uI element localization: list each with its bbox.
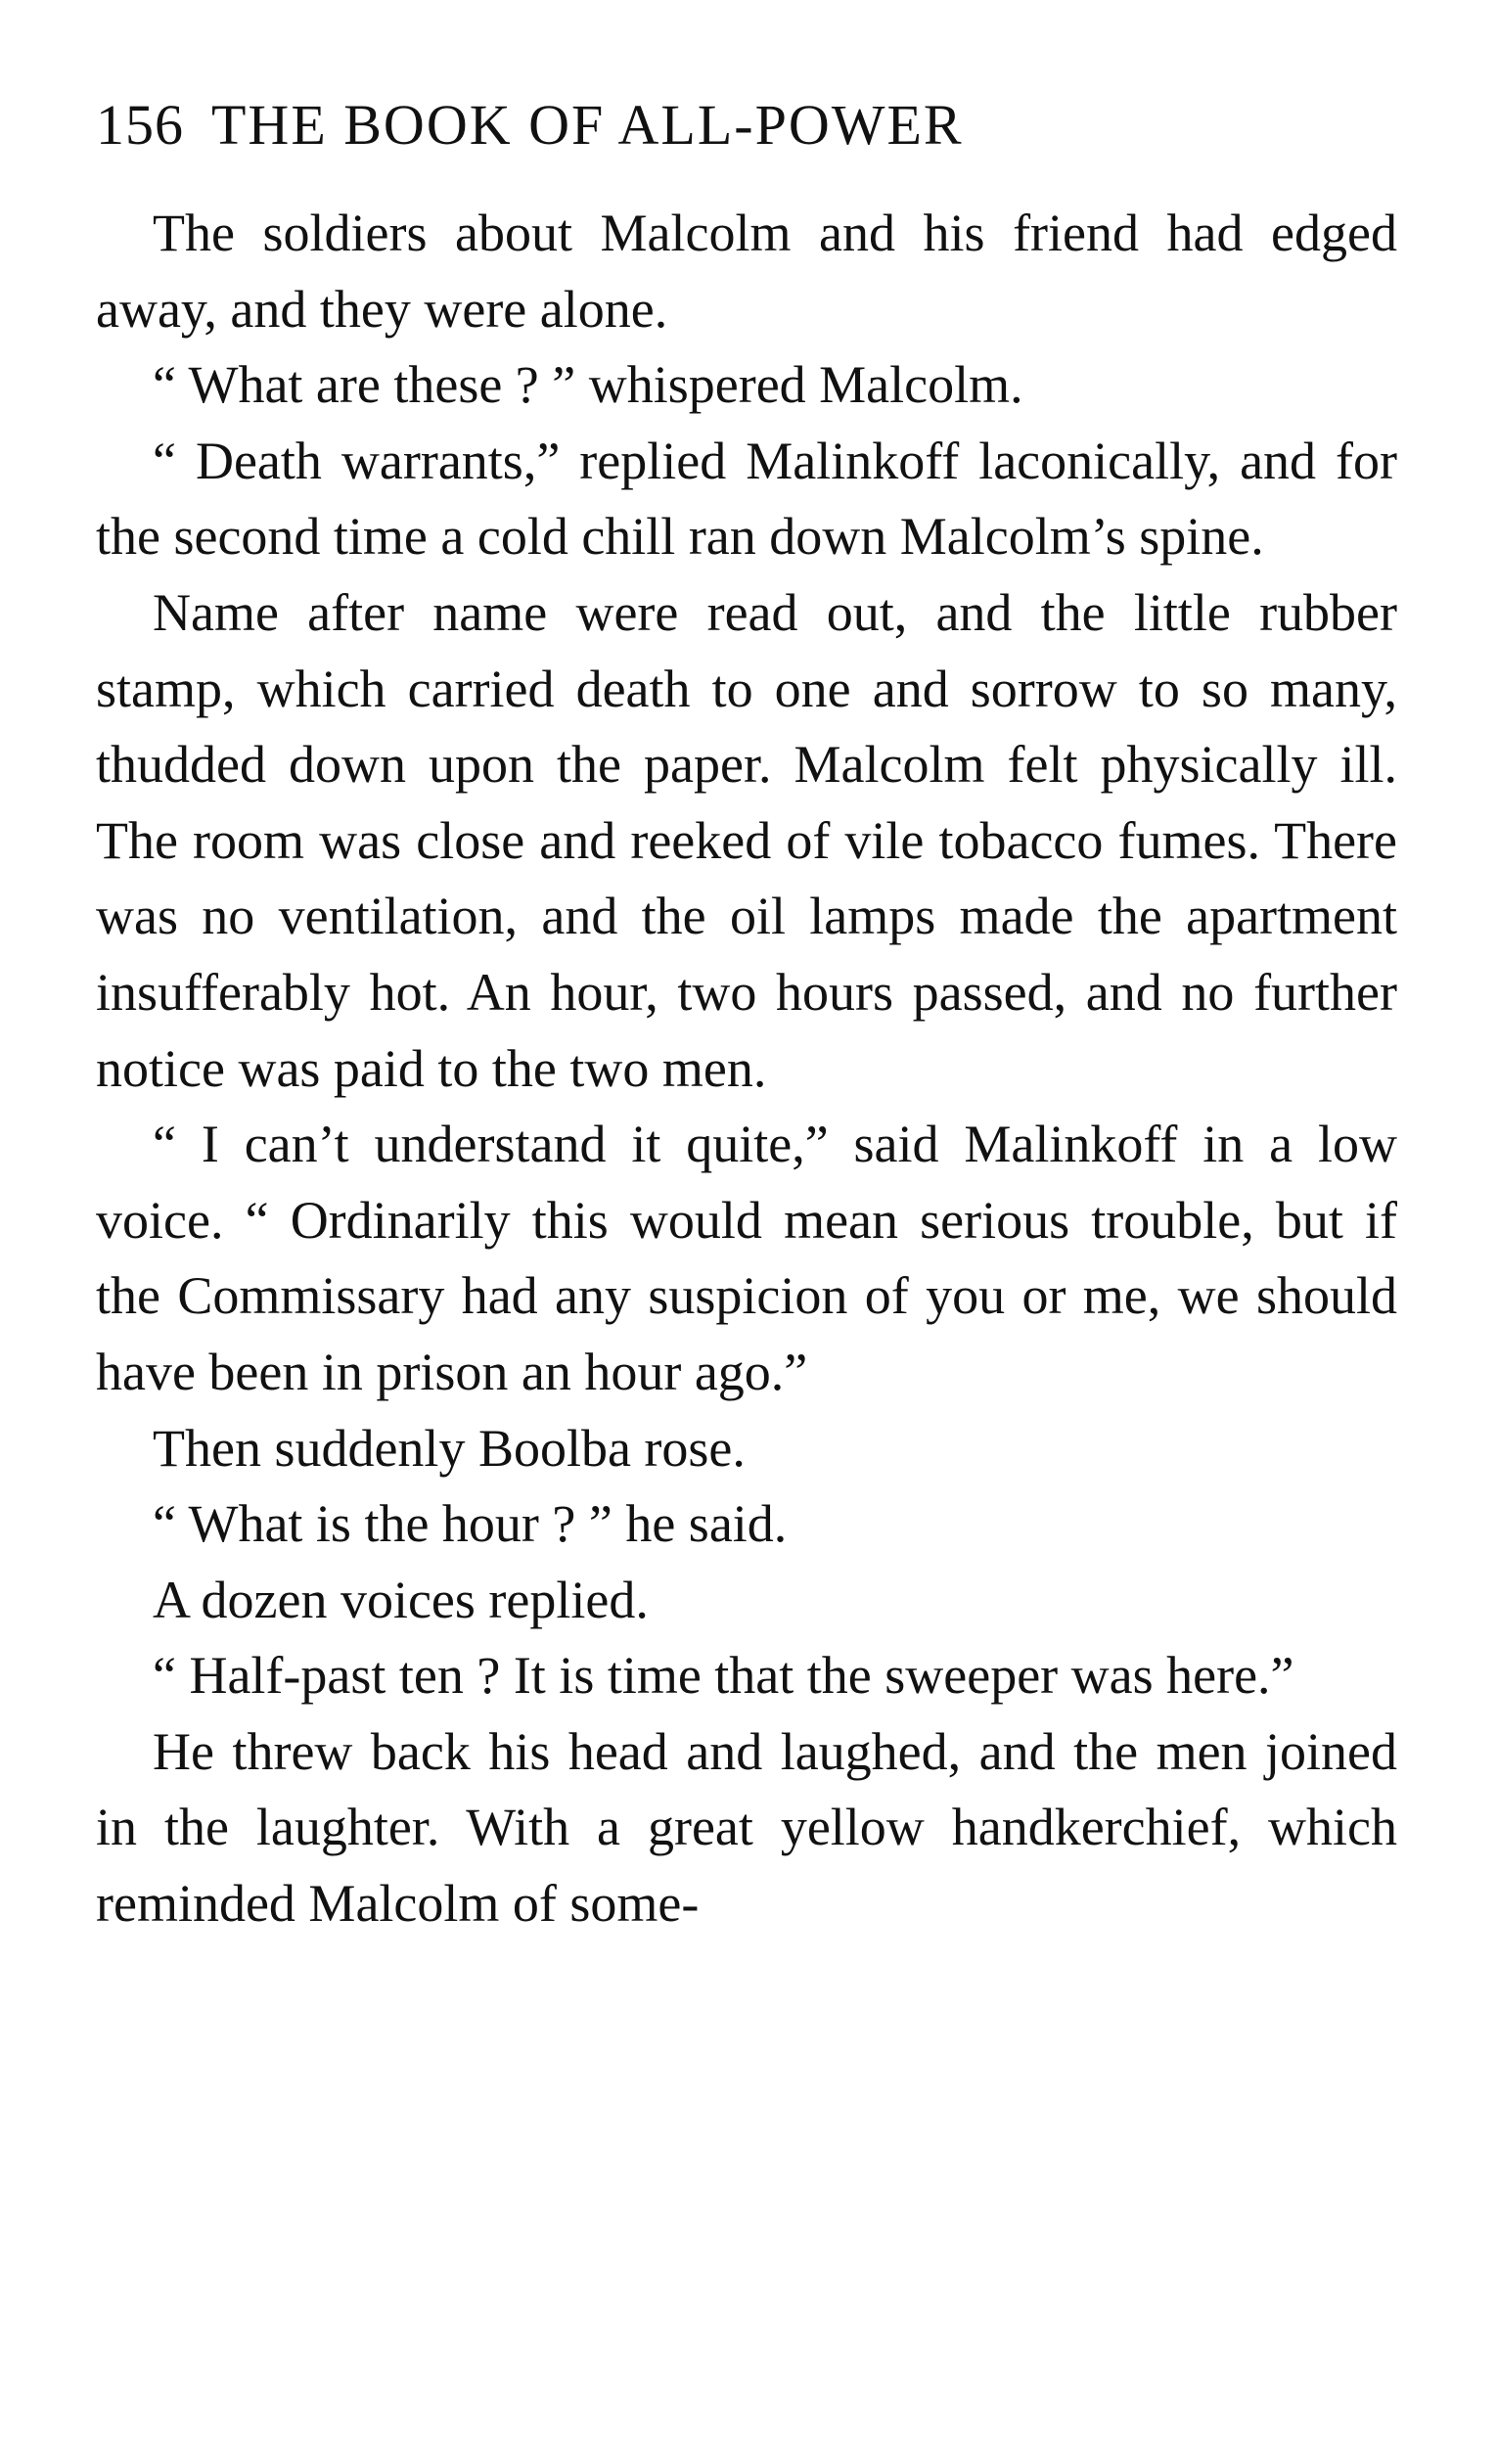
page-header [96, 90, 1397, 160]
paragraph: Name after name were read out, and the little rubber stamp, which carried death to one and sorrow to so many, thudded down upon the paper. Malcolm felt physically ill. The room was close and reeked of vile tobacco fumes. There was no ventilation, and the oil lamps made the apartment insufferably hot. An hour, two hours passed, and no further notice was paid to the two men. [96, 582, 1397, 1098]
paragraph: He threw back his head and laughed, and the men joined in the laughter. With a great yellow handkerchief, which reminded Malcolm of some- [96, 1721, 1397, 1934]
paragraph: “ Death warrants,” replied Malinkoff laconically, and for the second time a cold chill ran down Malcolm’s spine. [96, 431, 1397, 567]
running-title: THE BOOK OF ALL-POWER [211, 93, 964, 157]
paragraph: “ Half-past ten ? It is time that the sweeper was here.” [153, 1646, 1294, 1706]
paragraph: “ I can’t understand it quite,” said Malinkoff in a low voice. “ Ordinarily this would mean serious trouble, but if the Commissary had any suspicion of you or me, we should have been in prison an hour ago.” [96, 1115, 1397, 1401]
paragraph: “ What is the hour ? ” he said. [153, 1494, 788, 1554]
paragraph: The soldiers about Malcolm and his friend had edged away, and they were alone. [96, 204, 1397, 339]
body-text [96, 196, 1397, 1942]
paragraph: Then suddenly Boolba rose. [153, 1418, 746, 1478]
paragraph: “ What are these ? ” whispered Malcolm. [153, 355, 1023, 415]
paragraph: A dozen voices replied. [153, 1570, 649, 1629]
page-number: 156 [96, 93, 184, 157]
